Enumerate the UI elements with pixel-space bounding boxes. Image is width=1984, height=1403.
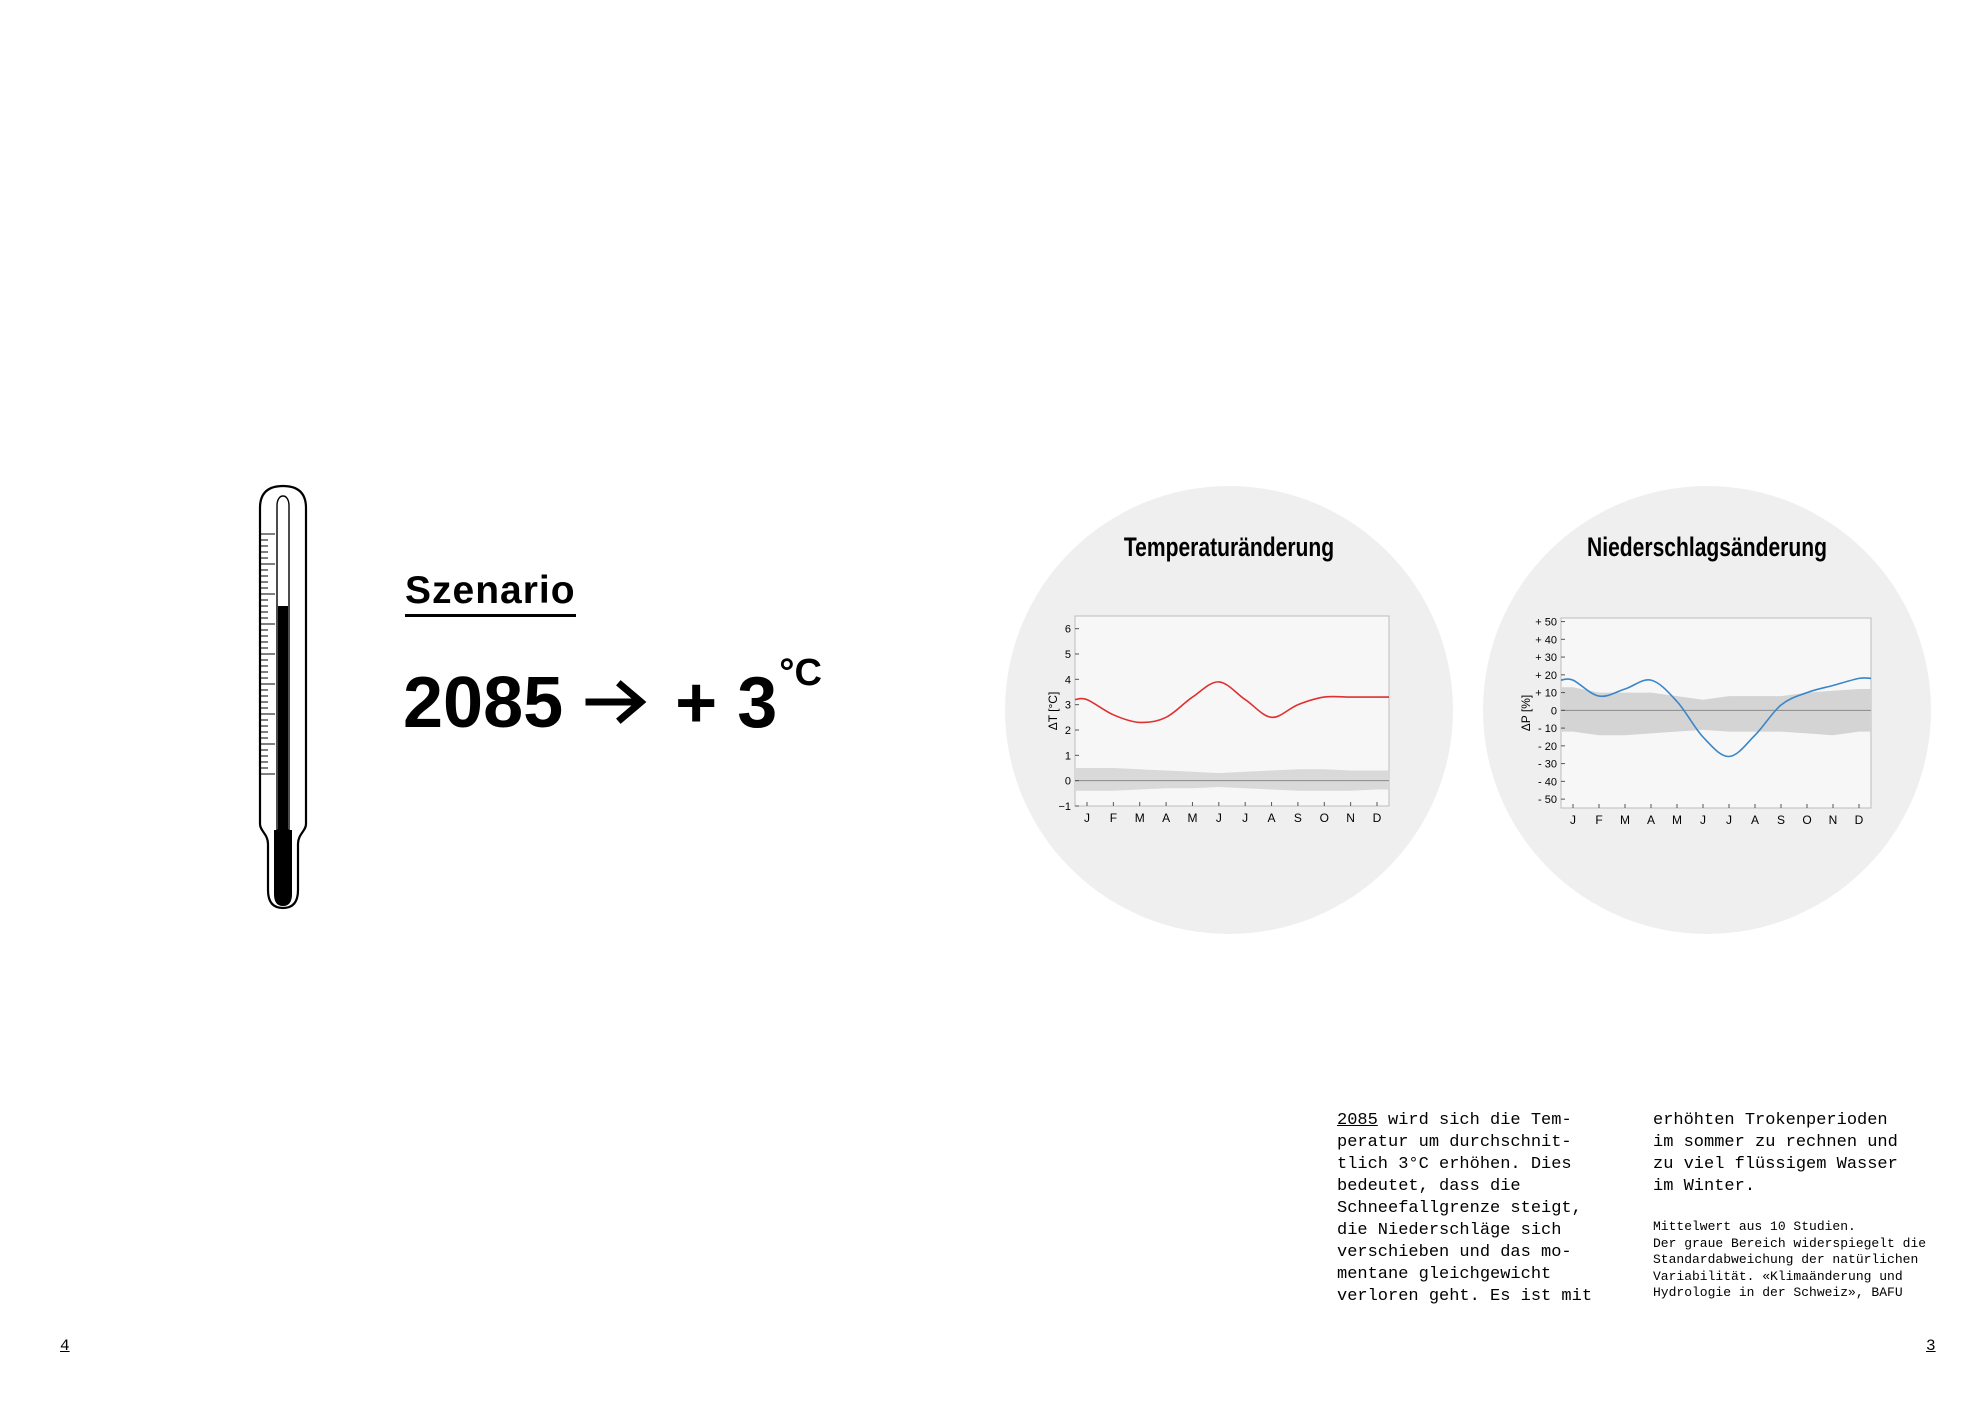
x-tick-label: F xyxy=(1595,813,1603,827)
precipitation-chart-title: Niederschlagsänderung xyxy=(1587,532,1827,562)
x-tick-label: M xyxy=(1134,811,1145,825)
precipitation-chart xyxy=(1518,610,1878,835)
scenario-year: 2085 xyxy=(403,663,564,743)
x-tick-label: F xyxy=(1109,811,1118,825)
temperature-chart xyxy=(1045,610,1395,835)
page-number-right: 3 xyxy=(1926,1337,1936,1355)
body-text-first-line: wird sich die Tem- xyxy=(1377,1111,1572,1130)
body-text-column-2: erhöhten Trokenperioden im sommer zu rechnen und zu viel flüssigem Wasser im Winter. xyxy=(1653,1111,1898,1196)
y-tick-label: - 20 xyxy=(1538,740,1557,753)
x-tick-label: A xyxy=(1162,811,1171,825)
y-tick-label: + 10 xyxy=(1535,687,1557,700)
y-tick-label: 1 xyxy=(1064,750,1071,763)
x-tick-label: D xyxy=(1372,811,1382,825)
thermometer-icon xyxy=(255,484,311,910)
y-axis-label: ΔT [°C] xyxy=(1046,691,1060,731)
x-tick-label: M xyxy=(1187,811,1198,825)
body-text-column-1 xyxy=(1337,1110,1592,1308)
x-tick-label: S xyxy=(1776,813,1786,827)
x-tick-label: J xyxy=(1726,813,1732,827)
y-tick-label: 4 xyxy=(1064,674,1071,687)
y-tick-label: 0 xyxy=(1064,775,1071,788)
x-tick-label: M xyxy=(1620,813,1630,827)
body-text-lines: peratur um durchschnit- tlich 3°C erhöhen. Dies bedeutet, dass die Schneefallgrenze steigt, die Niederschläge sich verschieben und das mo- mentane gleichgewicht verloren geht. Es ist mit xyxy=(1337,1133,1593,1306)
y-tick-label: - 50 xyxy=(1538,794,1557,807)
y-tick-label: - 10 xyxy=(1538,723,1557,736)
y-tick-label: 6 xyxy=(1064,623,1071,636)
y-tick-label: + 30 xyxy=(1535,652,1557,665)
page-number-left: 4 xyxy=(60,1337,70,1355)
x-tick-label: N xyxy=(1346,811,1355,825)
body-text-lead: 2085 xyxy=(1337,1111,1378,1130)
x-tick-label: J xyxy=(1084,811,1090,825)
y-tick-label: + 50 xyxy=(1535,616,1557,629)
x-tick-label: N xyxy=(1828,813,1838,827)
x-tick-label: A xyxy=(1267,811,1276,825)
y-tick-label: + 40 xyxy=(1535,634,1557,647)
x-tick-label: J xyxy=(1570,813,1576,827)
scenario-heading: Szenario xyxy=(405,568,576,617)
x-tick-label: J xyxy=(1215,811,1222,825)
x-tick-label: J xyxy=(1700,813,1706,827)
x-tick-label: O xyxy=(1319,811,1329,825)
y-tick-label: 5 xyxy=(1064,649,1071,661)
temperature-chart-title: Temperaturänderung xyxy=(1123,532,1335,562)
y-tick-label: 0 xyxy=(1550,705,1557,718)
y-tick-label: - 30 xyxy=(1538,758,1557,771)
x-tick-label: A xyxy=(1646,813,1656,827)
y-tick-label: −1 xyxy=(1058,801,1071,813)
y-tick-label: 3 xyxy=(1064,699,1071,712)
x-tick-label: S xyxy=(1293,811,1302,825)
arrow-right-icon xyxy=(585,680,649,724)
x-tick-label: J xyxy=(1242,811,1249,825)
y-axis-label: ΔP [%] xyxy=(1519,694,1533,732)
x-tick-label: A xyxy=(1750,813,1760,827)
scenario-change: + 3 xyxy=(675,663,778,743)
x-tick-label: O xyxy=(1802,813,1812,827)
y-tick-label: - 40 xyxy=(1538,776,1557,789)
scenario-headline xyxy=(403,652,822,746)
y-tick-label: 2 xyxy=(1064,725,1071,737)
source-note: Mittelwert aus 10 Studien. Der graue Bereich widerspiegelt die Standardabweichung der natürlichen Variabilität. «Klimaänderung und Hydrologie in der Schweiz», BAFU xyxy=(1653,1219,1927,1300)
x-tick-label: M xyxy=(1672,813,1682,827)
y-tick-label: + 20 xyxy=(1535,669,1557,682)
scenario-unit: °C xyxy=(779,652,822,694)
x-tick-label: D xyxy=(1854,813,1864,827)
